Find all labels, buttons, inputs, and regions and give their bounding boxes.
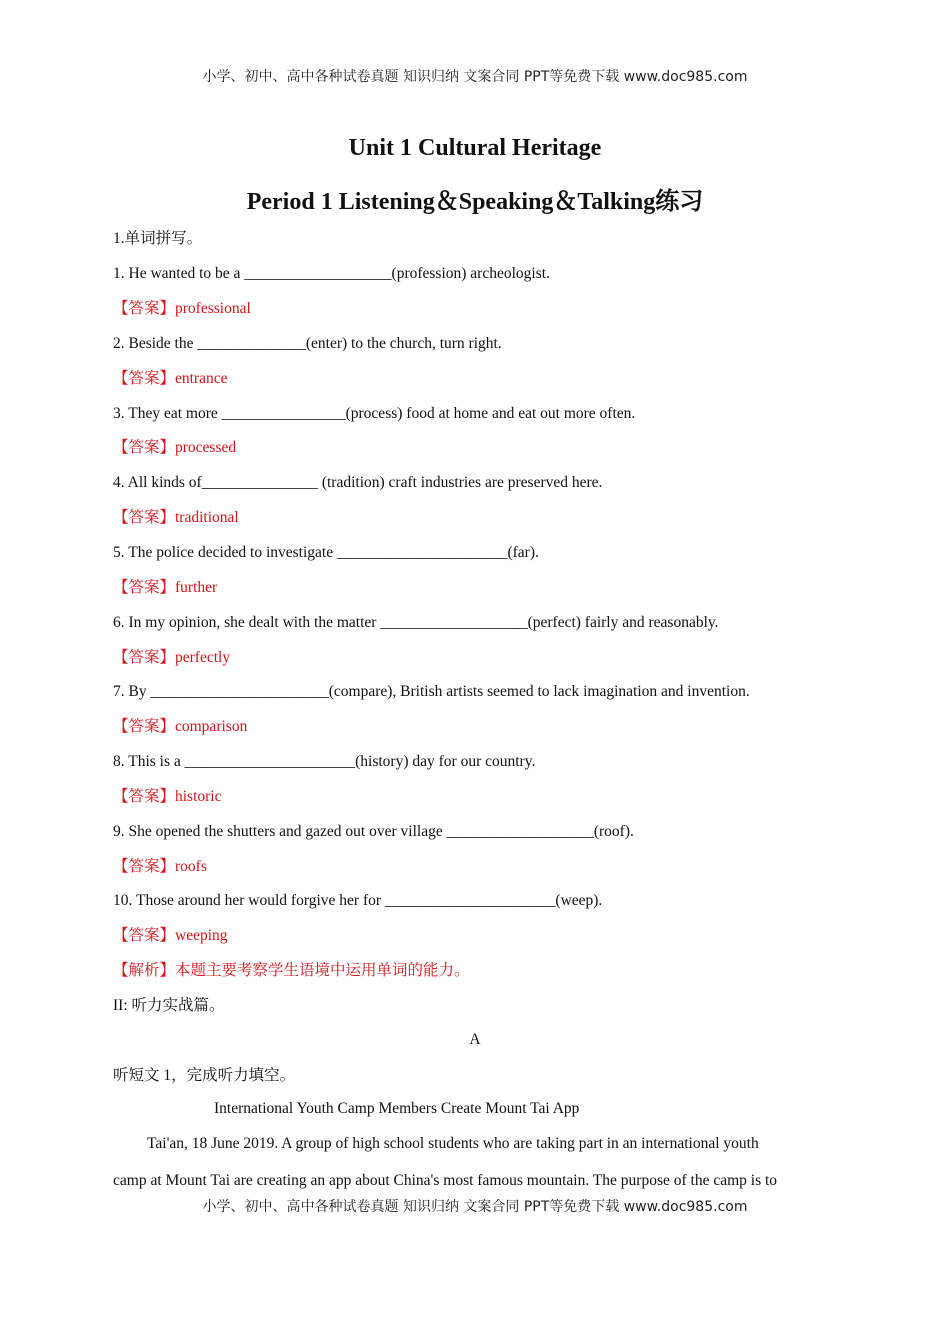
question-3 <box>113 404 635 424</box>
question-8-blank: ______________________ <box>184 753 356 770</box>
article-paragraph-line-2: camp at Mount Tai are creating an app about China's most famous mountain. The purpose of the camp is to <box>113 1172 778 1189</box>
question-9 <box>113 822 634 842</box>
question-6-after: (perfect) fairly and reasonably. <box>527 614 719 631</box>
answer-3: 【答案】processed <box>113 439 237 456</box>
question-2-before: 2. Beside the <box>113 335 198 352</box>
listening-instruction: 听短文 1，完成听力填空。 <box>113 1067 296 1084</box>
question-3-blank: ________________ <box>221 405 346 422</box>
question-8-before: 8. This is a <box>113 753 185 770</box>
question-2-after: (enter) to the church, turn right. <box>305 335 502 352</box>
section2-heading: II: 听力实战篇。 <box>113 997 225 1014</box>
analysis-text: 【解析】本题主要考察学生语境中运用单词的能力。 <box>113 962 470 979</box>
answer-10: 【答案】weeping <box>113 927 228 944</box>
question-7-before: 7. By <box>113 683 151 700</box>
question-4-after: (tradition) craft industries are preserved here. <box>317 474 603 491</box>
question-8-after: (history) day for our country. <box>355 753 536 770</box>
question-2 <box>113 334 502 354</box>
section1-heading: 1.单词拼写。 <box>113 230 203 247</box>
answer-1: 【答案】professional <box>113 300 251 317</box>
question-9-blank: ___________________ <box>446 823 594 840</box>
question-5-after: (far). <box>507 544 539 561</box>
question-9-after: (roof). <box>593 823 634 840</box>
question-8 <box>113 752 535 772</box>
article-title: International Youth Camp Members Create Mount Tai App <box>214 1100 580 1117</box>
question-1-before: 1. He wanted to be a <box>113 265 245 282</box>
unit-title: Unit 1 Cultural Heritage <box>348 135 602 161</box>
question-1-blank: ___________________ <box>244 265 392 282</box>
answer-7: 【答案】comparison <box>113 718 248 735</box>
part-label: A <box>469 1031 481 1048</box>
question-10 <box>113 891 602 911</box>
question-6 <box>113 613 719 633</box>
question-5 <box>113 543 539 563</box>
question-2-blank: ______________ <box>197 335 306 352</box>
article-paragraph-line-1: Tai'an, 18 June 2019. A group of high school students who are taking part in an international youth <box>147 1135 759 1152</box>
question-5-blank: ______________________ <box>336 544 508 561</box>
question-10-blank: ______________________ <box>384 892 556 909</box>
question-10-after: (weep). <box>555 892 603 909</box>
question-3-after: (process) food at home and eat out more often. <box>345 405 636 422</box>
question-7-after: (compare), British artists seemed to lack imagination and invention. <box>328 683 750 700</box>
question-1-after: (profession) archeologist. <box>391 265 550 282</box>
answer-5: 【答案】further <box>113 579 218 596</box>
question-4-blank: _______________ <box>201 474 318 491</box>
question-10-before: 10. Those around her would forgive her for <box>113 892 385 909</box>
answer-4: 【答案】traditional <box>113 509 239 526</box>
question-3-before: 3. They eat more <box>113 405 222 422</box>
page-header: 小学、初中、高中各种试卷真题 知识归纳 文案合同 PPT等免费下载 www.doc985.com <box>202 69 748 85</box>
period-title: Period 1 Listening＆Speaking＆Talking练习 <box>246 189 704 215</box>
question-4-before: 4. All kinds of <box>113 474 202 491</box>
question-9-before: 9. She opened the shutters and gazed out over village <box>113 823 447 840</box>
question-4 <box>113 473 602 493</box>
answer-2: 【答案】entrance <box>113 370 228 387</box>
question-7-blank: _______________________ <box>150 683 329 700</box>
question-1 <box>113 264 550 284</box>
question-5-before: 5. The police decided to investigate <box>113 544 337 561</box>
answer-8: 【答案】historic <box>113 788 222 805</box>
question-6-before: 6. In my opinion, she dealt with the matter <box>113 614 381 631</box>
question-7 <box>113 682 750 702</box>
question-6-blank: ___________________ <box>380 614 528 631</box>
answer-6: 【答案】perfectly <box>113 649 231 666</box>
page-footer: 小学、初中、高中各种试卷真题 知识归纳 文案合同 PPT等免费下载 www.doc985.com <box>202 1199 748 1215</box>
answer-9: 【答案】roofs <box>113 858 207 875</box>
